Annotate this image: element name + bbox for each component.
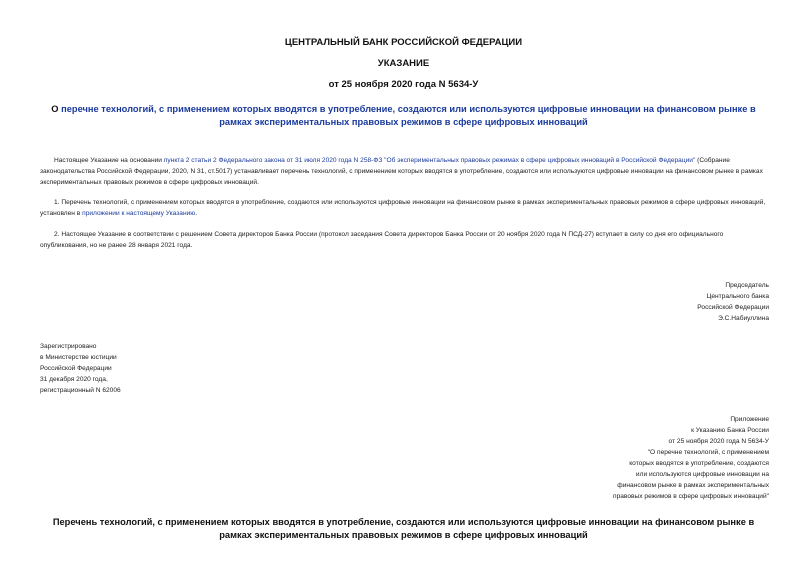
appendix-line: финансовом рынке в рамках экспериментальных: [617, 482, 769, 489]
issuer-heading: ЦЕНТРАЛЬНЫЙ БАНК РОССИЙСКОЙ ФЕДЕРАЦИИ: [284, 37, 523, 48]
registration-line: регистрационный N 62006: [40, 387, 121, 394]
appendix-line: "О перечне технологий, с применением: [647, 449, 769, 456]
signature-line: Центрального банка: [706, 293, 769, 300]
signature-line: Э.С.Набиуллина: [718, 315, 769, 322]
clause-1-paragraph: [40, 197, 770, 219]
document-type-heading: УКАЗАНИЕ: [377, 58, 430, 69]
clause-2-paragraph: 2. Настоящее Указание в соответствии с решением Совета директоров Банка России (протокол заседания Совета директоров Банка России от 20 ноября 2020 года N ПСД-27) вступает в силу со дня его официального опубликования, но не ранее 28 января 2021 года.: [40, 231, 724, 249]
preamble-end: (Собрание законодательства Российской Федерации, 2020, N 31, ст.5017) устанавливает перечень технологий, с применением которых вводятся в употребление, создаются или используются цифровые инновации на финансовом рынке в рамках экспериментальных правовых режимов в сфере цифровых инноваций.: [40, 157, 763, 186]
document-title: [40, 103, 767, 129]
appendix-header-block: [613, 414, 769, 502]
federal-law-link[interactable]: пункта 2 статьи 2 Федерального закона от 31 июля 2020 года N 258-ФЗ "Об экспериментальных правовых режимах в сфере цифровых инноваций в Российской Федерации": [163, 157, 696, 164]
document-title-link[interactable]: перечне технологий, с применением которых вводятся в употребление, создаются или используются цифровые инновации на финансовом рынке в рамках экспериментальных правовых режимов в сфере цифровых инноваций: [61, 104, 756, 127]
registration-line: 31 декабря 2020 года,: [40, 376, 108, 383]
registration-line: Зарегистрировано: [40, 343, 97, 350]
document-date-number: от 25 ноября 2020 года N 5634-У: [328, 79, 479, 90]
preamble-start: Настоящее Указание на основании: [54, 157, 164, 164]
appendix-line: к Указанию Банка России: [691, 427, 769, 434]
appendix-line: или используются цифровые инновации на: [635, 471, 769, 478]
registration-block: [40, 341, 121, 396]
appendix-link[interactable]: приложении к настоящему Указанию: [82, 210, 196, 217]
appendix-title: Перечень технологий, с применением которых вводятся в употребление, создаются или используются цифровые инновации на финансовом рынке в рамках экспериментальных правовых режимов в сфере цифровых инноваций: [52, 517, 755, 540]
signature-line: Российской Федерации: [697, 304, 769, 311]
appendix-line: правовых режимов в сфере цифровых инноваций": [613, 493, 769, 500]
registration-line: Российской Федерации: [40, 365, 112, 372]
signature-line: Председатель: [725, 282, 769, 289]
preamble-paragraph: [40, 155, 770, 188]
appendix-line: от 25 ноября 2020 года N 5634-У: [668, 438, 769, 445]
appendix-line: которых вводятся в употребление, создаются: [629, 460, 769, 467]
signature-block: [697, 280, 769, 324]
registration-line: в Министерстве юстиции: [40, 354, 117, 361]
appendix-line: Приложение: [730, 416, 769, 423]
clause-1-start: 1. Перечень технологий, с применением которых вводятся в употребление, создаются или используются цифровые инновации на финансовом рынке в рамках экспериментальных правовых режимов в сфере цифровых инноваций, установлен в: [40, 199, 766, 217]
clause-1-end: .: [195, 210, 198, 217]
document-title-prefix: О: [51, 104, 62, 114]
